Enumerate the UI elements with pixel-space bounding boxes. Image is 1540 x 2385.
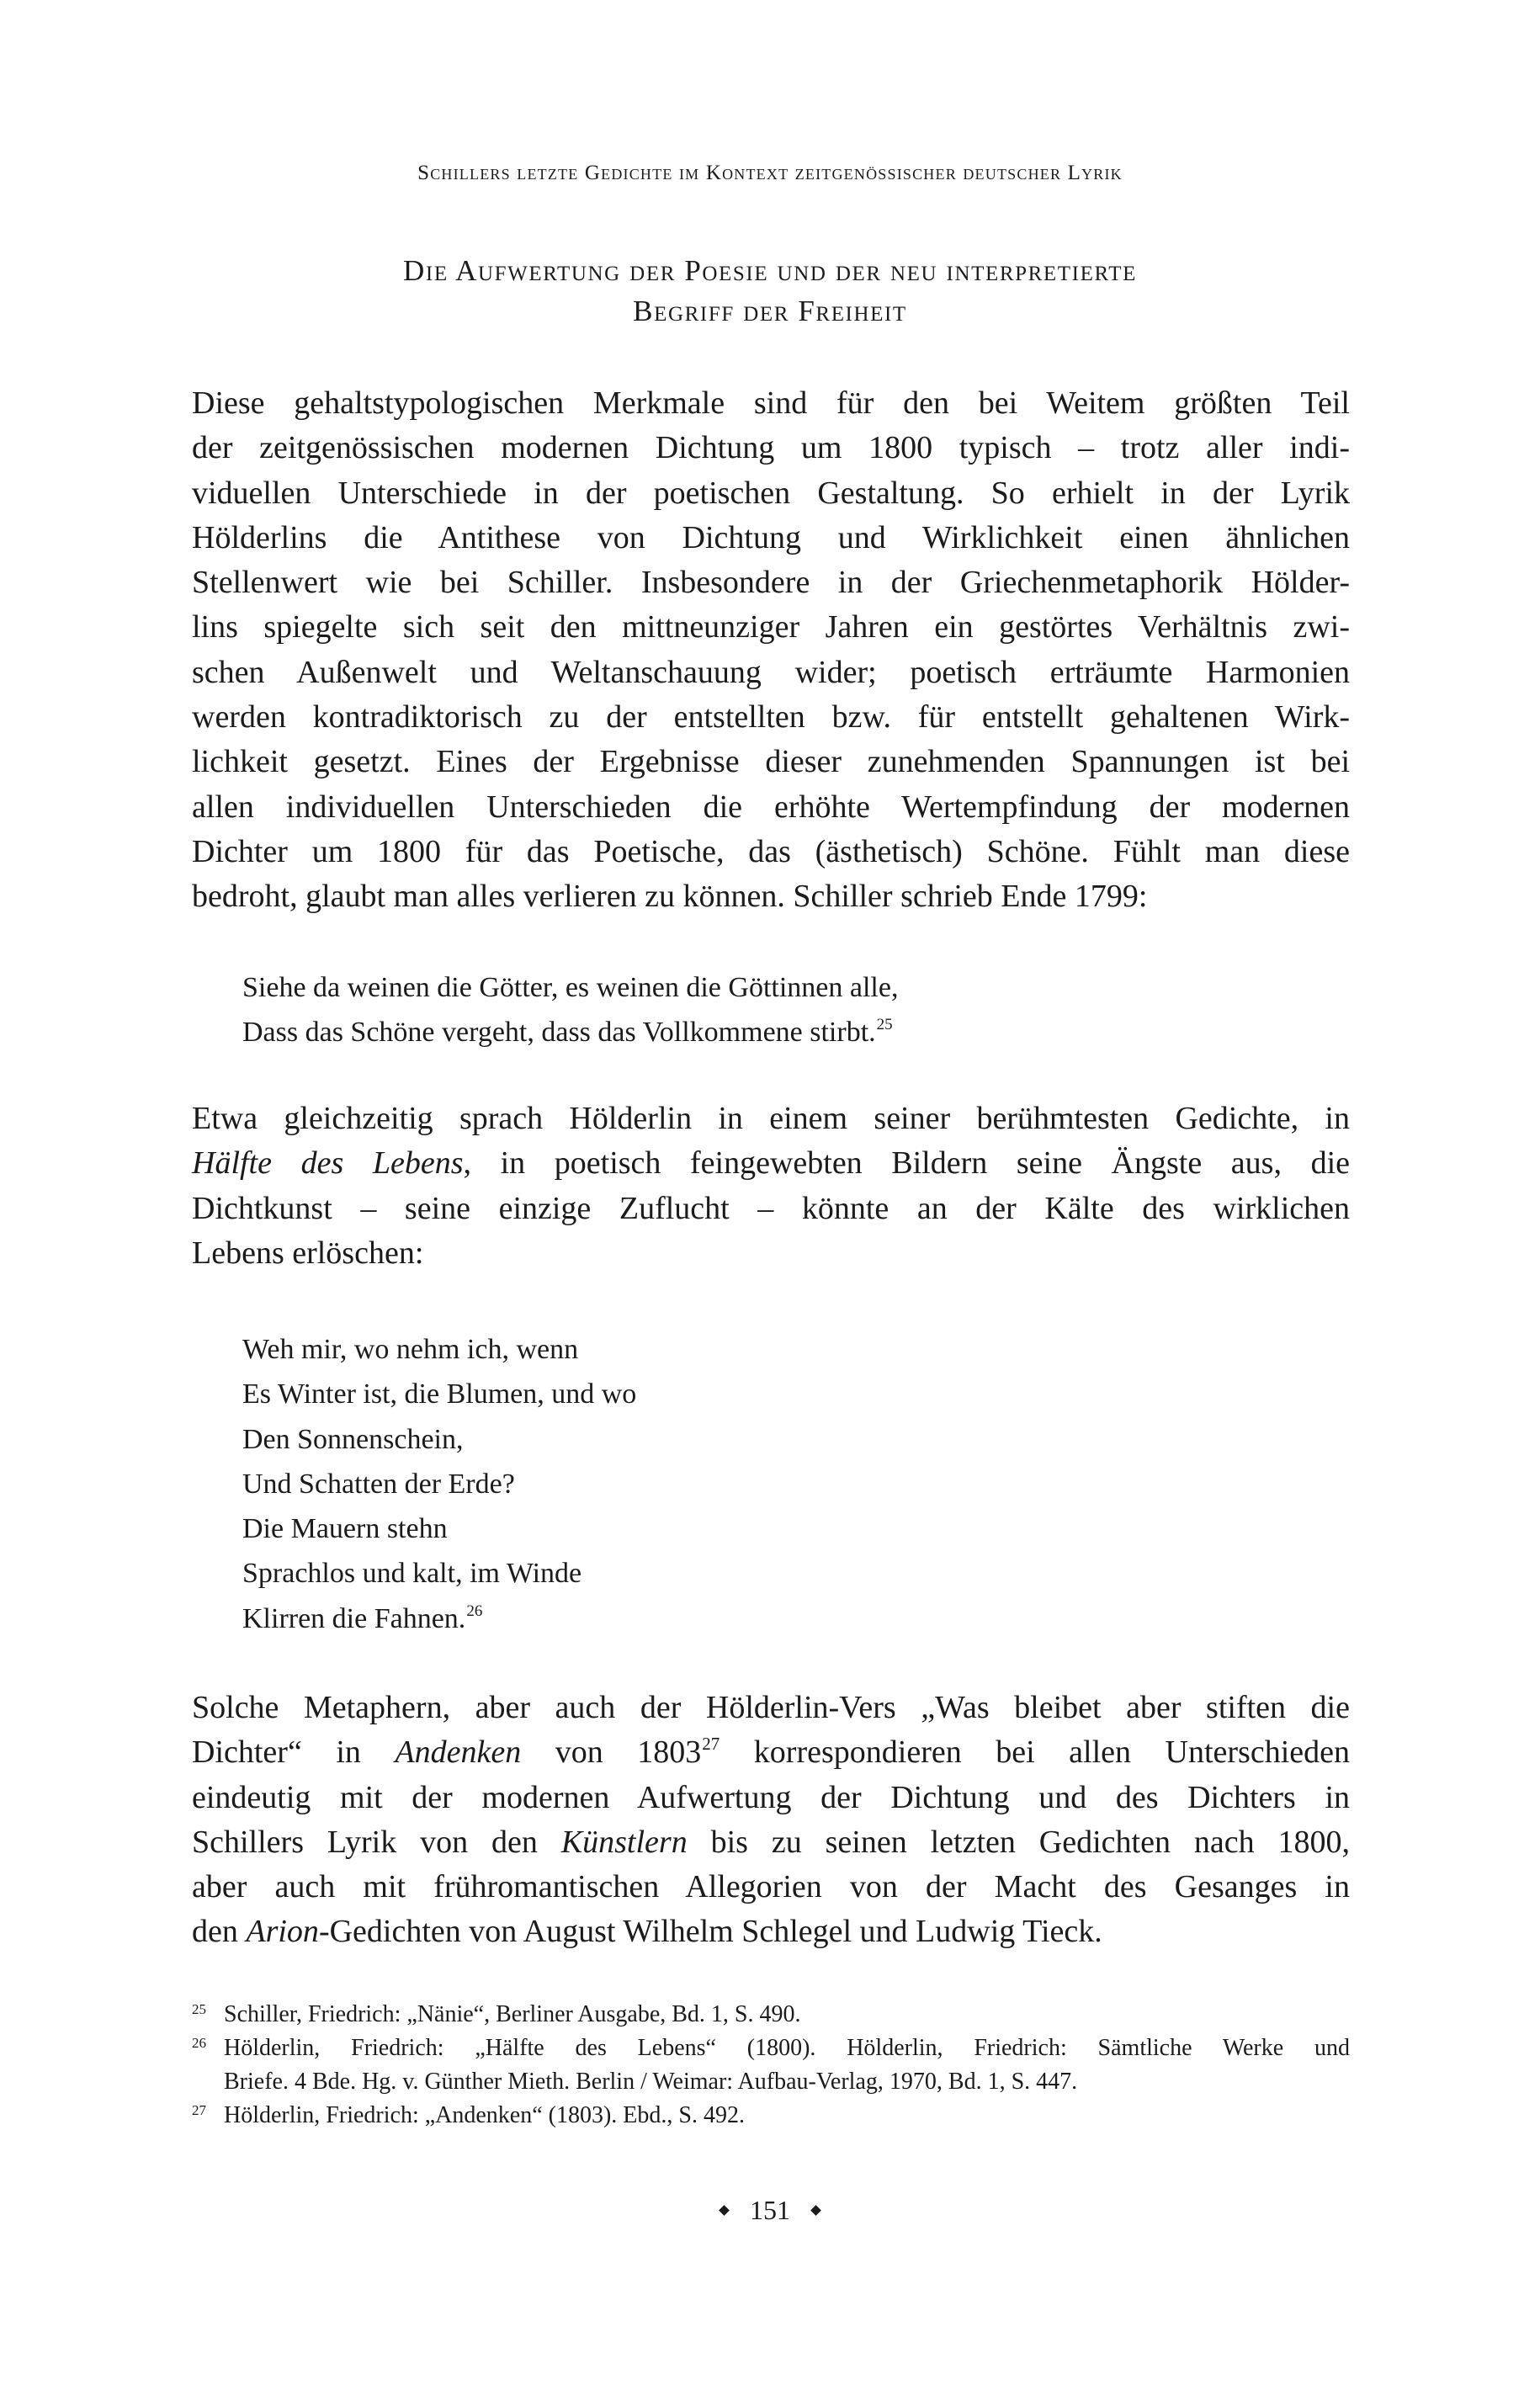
section-heading-line-2: Begriff der Freiheit (633, 295, 907, 327)
footnote-text: Hölderlin, Friedrich: „Andenken“ (1803). Ebd., S. 492. (224, 2102, 745, 2128)
text-span: bis zu seinen letzten Gedichten nach 1800, (687, 1824, 1350, 1860)
work-title-italic: Künstlern (560, 1824, 688, 1860)
verse-line: Sprachlos und kalt, im Winde (242, 1558, 582, 1590)
section-heading-line-1: Die Aufwertung der Poesie und der neu interpretierte (403, 254, 1137, 287)
text-span: -Gedichten von August Wilhelm Schlegel und Ludwig Tieck. (318, 1914, 1102, 1950)
text-span: von 1803 (521, 1734, 702, 1771)
verse-line-text: Klirren die Fahnen. (242, 1602, 466, 1634)
footnote-ref-27[interactable]: 27 (702, 1734, 720, 1755)
text-span: Dichter“ in (192, 1734, 396, 1771)
text-line: werden kontradiktorisch zu der entstellten bzw. für entstellt gehaltenen Wirk- (192, 699, 1350, 736)
paragraph-3 (192, 1686, 1350, 1955)
text-line: Dichter um 1800 für das Poetische, das (ästhetisch) Schöne. Fühlt man diese (192, 833, 1350, 869)
verse-line (242, 1596, 1336, 1641)
text-span: korrespondieren bei allen Unterschieden (720, 1734, 1351, 1771)
text-span: Schillers Lyrik von den (192, 1824, 561, 1860)
diamond-bullet-icon (719, 2205, 730, 2216)
text-line: der zeitgenössischen modernen Dichtung um 1800 typisch – trotz aller indi- (192, 430, 1350, 466)
text-line: eindeutig mit der modernen Aufwertung der Dichtung und des Dichters in (192, 1779, 1350, 1815)
text-line: bedroht, glaubt man alles verlieren zu können. Schiller schrieb Ende 1799: (192, 879, 1148, 915)
verse-line: Und Schatten der Erde? (242, 1468, 515, 1500)
text-line: Solche Metaphern, aber auch der Hölderlin-Vers „Was bleibet aber stiften die (192, 1690, 1350, 1725)
section-heading (0, 251, 1540, 332)
text-line: Lebens erlöschen: (192, 1235, 424, 1271)
text-line: Etwa gleichzeitig sprach Hölderlin in einem seiner berühmtesten Gedichte, in (192, 1101, 1350, 1136)
text-line: Stellenwert wie bei Schiller. Insbesondere in der Griechenmetaphorik Hölder- (192, 565, 1350, 601)
footnote-text: Schiller, Friedrich: „Nänie“, Berliner Ausgabe, Bd. 1, S. 490. (224, 2001, 801, 2027)
footnote-27 (192, 2099, 1350, 2133)
work-title-italic: Arion (246, 1914, 319, 1950)
verse-line-text: Dass das Schöne vergeht, dass das Vollkommene stirbt. (242, 1017, 876, 1049)
footnote-number: 25 (192, 2001, 206, 2017)
footnotes (192, 1998, 1350, 2133)
verse-line: Den Sonnenschein, (242, 1423, 464, 1455)
text-line: schen Außenwelt und Weltanschauung wider; poetisch erträumte Harmonien (192, 654, 1350, 690)
verse-line (242, 1010, 1336, 1054)
text-span: , in poetisch feingewebten Bildern seine Ängste aus, die (463, 1145, 1350, 1182)
text-line (192, 1141, 1350, 1186)
text-line: Dichtkunst – seine einzige Zuflucht – könnte an der Kälte des wirklichen (192, 1190, 1350, 1226)
verse-quote-schiller (242, 965, 1336, 1055)
verse-line: Es Winter ist, die Blumen, und wo (242, 1378, 637, 1410)
diamond-bullet-icon (810, 2205, 821, 2216)
page-number-value: 151 (750, 2195, 790, 2225)
work-title-italic: Andenken (395, 1734, 522, 1771)
verse-line: Weh mir, wo nehm ich, wenn (242, 1334, 579, 1365)
footnote-number: 27 (192, 2102, 206, 2118)
text-line (192, 1910, 1350, 1954)
footnote-ref-25[interactable]: 25 (876, 1016, 893, 1034)
text-line: allen individuellen Unterschieden die erhöhte Wertempfindung der modernen (192, 789, 1350, 825)
work-title-italic: Hälfte des Lebens (192, 1145, 464, 1182)
text-line: lins spiegelte sich seit den mittneunziger Jahren ein gestörtes Verhältnis zwi- (192, 609, 1350, 645)
footnote-ref-26[interactable]: 26 (466, 1602, 483, 1620)
footnote-26 (192, 2032, 1350, 2099)
paragraph-1 (192, 381, 1350, 920)
verse-quote-hoelderlin (242, 1327, 1336, 1641)
page-number (0, 2193, 1540, 2227)
paragraph-2 (192, 1097, 1350, 1276)
running-header: Schillers letzte Gedichte im Kontext zeitgenössischer deutscher Lyrik (417, 162, 1123, 184)
footnote-number: 26 (192, 2035, 206, 2051)
text-line: viduellen Unterschiede in der poetischen Gestaltung. So erhielt in der Lyrik (192, 475, 1350, 511)
text-span: den (192, 1914, 247, 1950)
text-line (192, 1820, 1350, 1865)
verse-line: Siehe da weinen die Götter, es weinen die Göttinnen alle, (242, 972, 899, 1003)
text-line (192, 1730, 1350, 1775)
footnote-25 (192, 1998, 1350, 2032)
text-line: Hölderlins die Antithese von Dichtung und Wirklichkeit einen ähnlichen (192, 519, 1350, 555)
footnote-text: Briefe. 4 Bde. Hg. v. Günther Mieth. Berlin / Weimar: Aufbau-Verlag, 1970, Bd. 1, S. 447. (224, 2069, 1078, 2095)
verse-line: Die Mauern stehn (242, 1513, 448, 1545)
footnote-text: Hölderlin, Friedrich: „Hälfte des Lebens“ (1800). Hölderlin, Friedrich: Sämtliche Werke und (224, 2035, 1350, 2061)
text-line: Diese gehaltstypologischen Merkmale sind für den bei Weitem größten Teil (192, 385, 1350, 421)
text-line: lichkeit gesetzt. Eines der Ergebnisse dieser zunehmenden Spannungen ist bei (192, 744, 1350, 780)
text-line: aber auch mit frühromantischen Allegorien von der Macht des Gesanges in (192, 1869, 1350, 1905)
